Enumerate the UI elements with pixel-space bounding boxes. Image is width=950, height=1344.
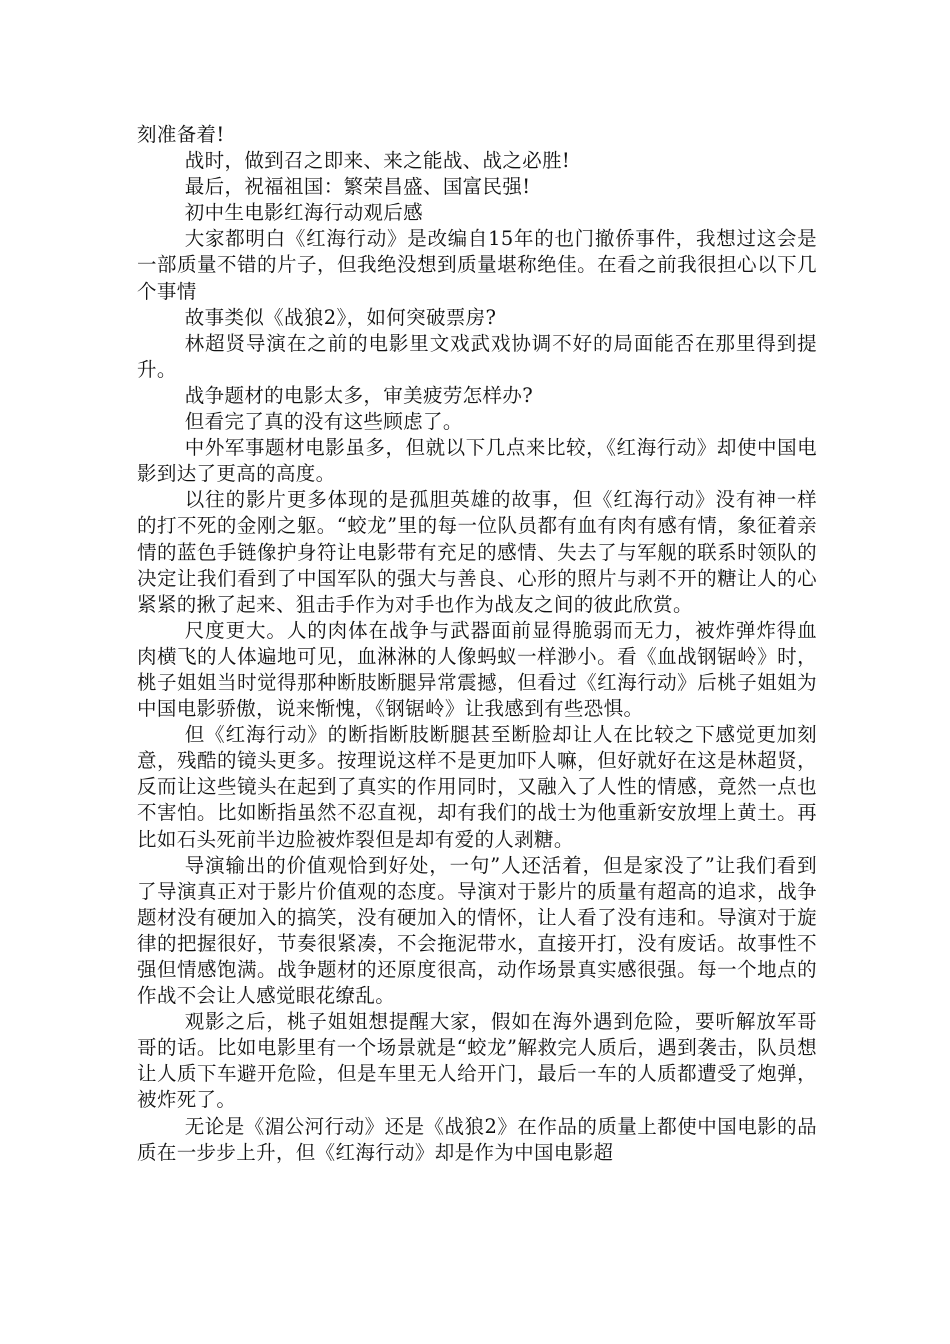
paragraph: 观影之后，桃子姐姐想提醒大家，假如在海外遇到危险，要听解放军哥哥的话。比如电影里有一个场景就是“蛟龙”解救完人质后，遇到袭击，队员想让人质下车避开危险，但是车里无人给开门，最后一车的人质都遭受了炮弹，被炸死了。 [137,1010,817,1112]
paragraph: 大家都明白《红海行动》是改编自15年的也门撤侨事件，我想过这会是一部质量不错的片子，但我绝没想到质量堪称绝佳。在看之前我很担心以下几个事情 [137,227,817,303]
document-body [137,122,817,1166]
paragraph: 导演输出的价值观恰到好处，一句”人还活着，但是家没了”让我们看到了导演真正对于影片价值观的态度。导演对于影片的质量有超高的追求，战争题材没有硬加入的搞笑，没有硬加入的情怀，让人看了没有违和。导演对于旋律的把握很好，节奏很紧凑，不会拖泥带水，直接开打，没有废话。故事性不强但情感饱满。战争题材的还原度很高，动作场景真实感很强。每一个地点的作战不会让人感觉眼花缭乱。 [137,853,817,1008]
paragraph: 中外军事题材电影虽多，但就以下几点来比较，《红海行动》却使中国电影到达了更高的高度。 [137,436,817,486]
paragraph: 最后，祝福祖国：繁荣昌盛、国富民强! [184,175,531,199]
paragraph: 无论是《湄公河行动》还是《战狼2》在作品的质量上都使中国电影的品质在一步步上升，但《红海行动》却是作为中国电影超 [137,1114,817,1164]
paragraph: 战争题材的电影太多，审美疲劳怎样办? [184,383,534,407]
paragraph: 故事类似《战狼2》，如何突破票房? [184,305,497,329]
section-title: 初中生电影红海行动观后感 [184,201,423,225]
paragraph: 尺度更大。人的肉体在战争与武器面前显得脆弱而无力，被炸弹炸得血肉横飞的人体遍地可见，血淋淋的人像蚂蚁一样渺小。看《血战钢锯岭》时，桃子姐姐当时觉得那种断肢断腿异常震撼，但看过《红海行动》后桃子姐姐为中国电影骄傲，说来惭愧，《钢锯岭》让我感到有些恐惧。 [137,618,817,721]
paragraph: 林超贤导演在之前的电影里文戏武戏协调不好的局面能否在那里得到提升。 [137,331,817,381]
paragraph: 战时，做到召之即来、来之能战、战之必胜! [184,149,571,173]
paragraph: 但《红海行动》的断指断肢断腿甚至断脸却让人在比较之下感觉更加刻意，残酷的镜头更多。按理说这样不是更加吓人嘛，但好就好在这是林超贤，反而让这些镜头在起到了真实的作用同时，又融入了人性的情感，竟然一点也不害怕。比如断指虽然不忍直视，却有我们的战士为他重新安放埋上黄土。再比如石头死前半边脸被炸裂但是却有爱的人剥糖。 [137,723,817,851]
paragraph: 以往的影片更多体现的是孤胆英雄的故事，但《红海行动》没有神一样的打不死的金刚之躯。“蛟龙”里的每一位队员都有血有肉有感有情，象征着亲情的蓝色手链像护身符让电影带有充足的感情、失去了与军舰的联系时领队的决定让我们看到了中国军队的强大与善良、心形的照片与剥不开的糖让人的心紧紧的揪了起来、狙击手作为对手也作为战友之间的彼此欣赏。 [137,488,817,616]
paragraph: 刻准备着! [137,123,225,146]
paragraph: 但看完了真的没有这些顾虑了。 [184,410,463,434]
